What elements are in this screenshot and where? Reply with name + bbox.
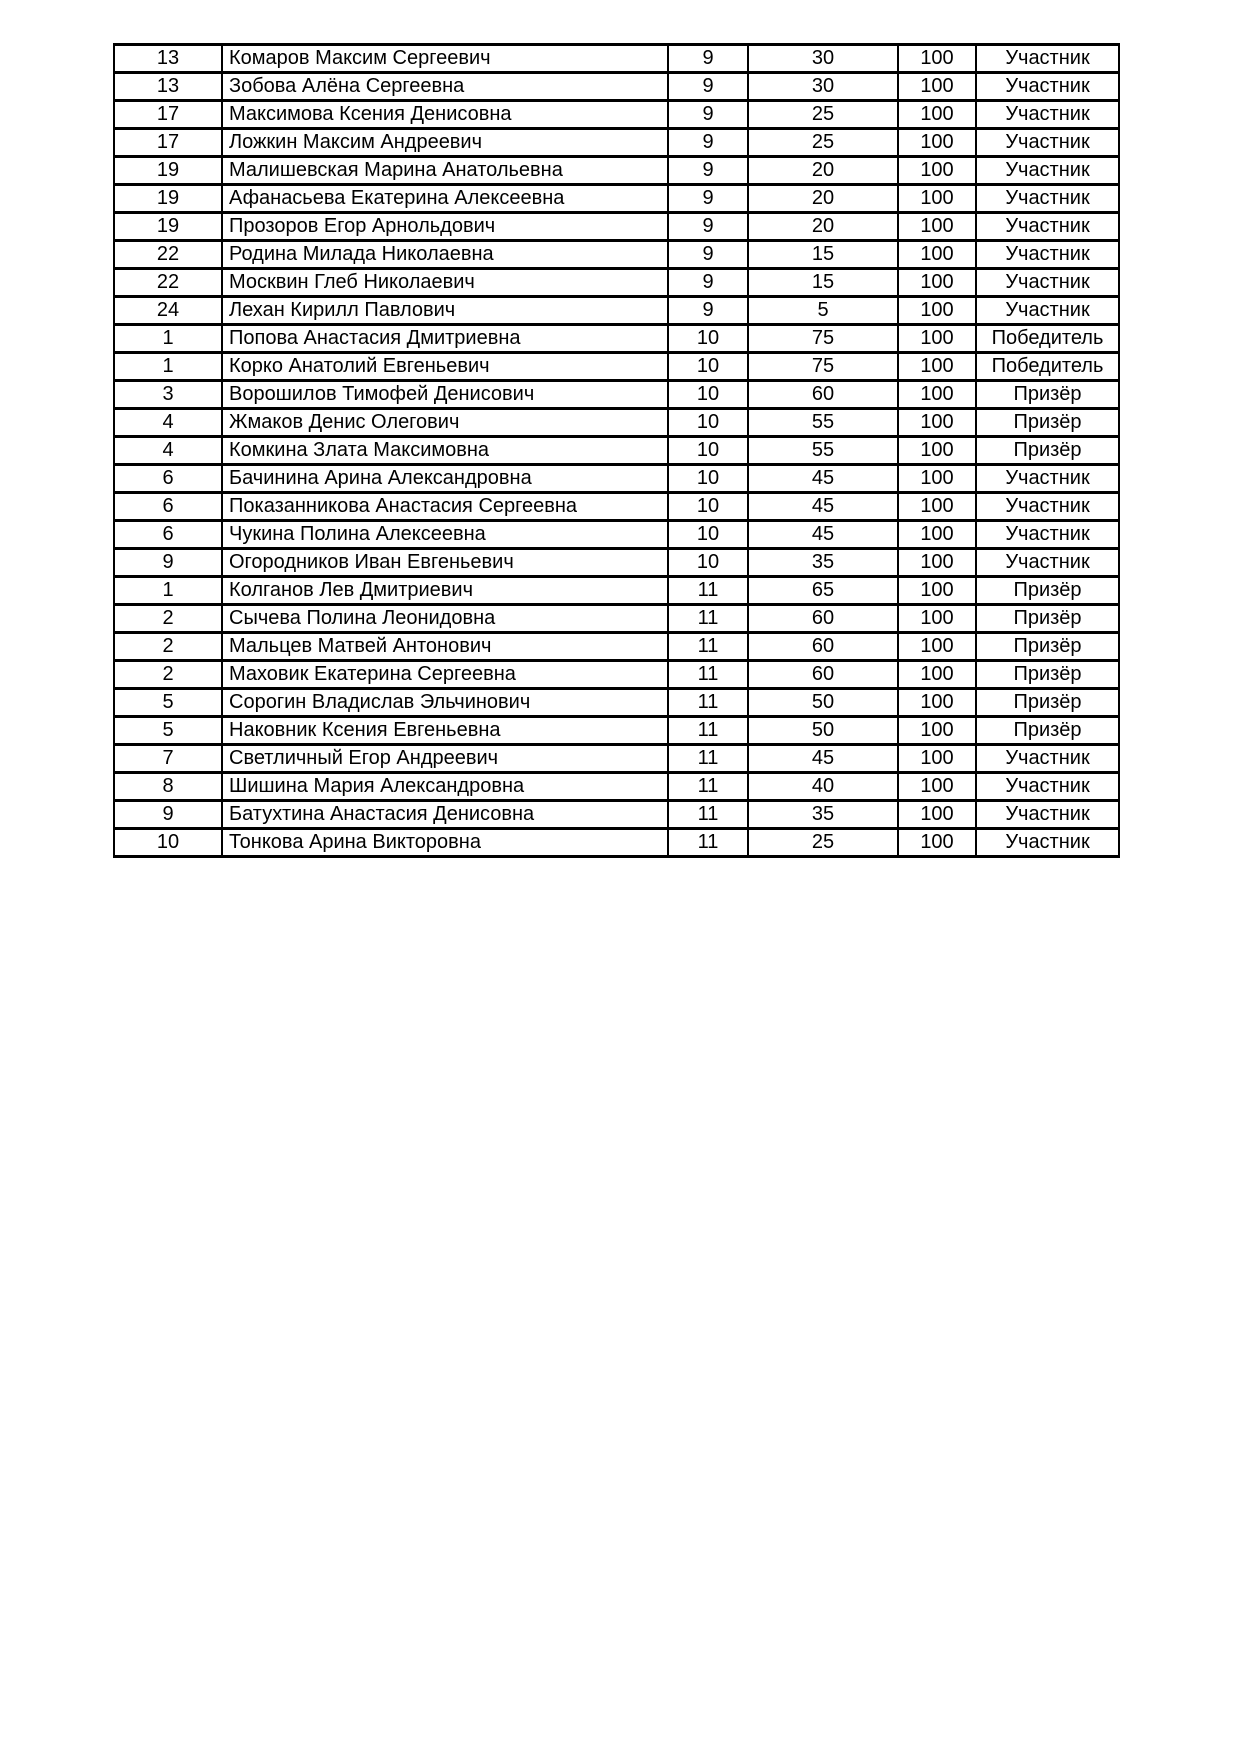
results-table bbox=[113, 43, 1120, 858]
max_score-cell: 100 bbox=[898, 801, 976, 829]
max_score-cell: 100 bbox=[898, 633, 976, 661]
status-cell: Призёр bbox=[976, 689, 1119, 717]
place-cell: 1 bbox=[114, 325, 222, 353]
score-cell: 20 bbox=[748, 157, 898, 185]
table-row bbox=[114, 521, 1119, 549]
name-cell: Прозоров Егор Арнольдович bbox=[222, 213, 668, 241]
max_score-cell: 100 bbox=[898, 437, 976, 465]
score-cell: 25 bbox=[748, 101, 898, 129]
name-cell: Маховик Екатерина Сергеевна bbox=[222, 661, 668, 689]
max_score-cell: 100 bbox=[898, 689, 976, 717]
table-row bbox=[114, 213, 1119, 241]
score-cell: 15 bbox=[748, 241, 898, 269]
grade-cell: 10 bbox=[668, 409, 748, 437]
score-cell: 45 bbox=[748, 465, 898, 493]
max_score-cell: 100 bbox=[898, 717, 976, 745]
table-row bbox=[114, 745, 1119, 773]
place-cell: 9 bbox=[114, 549, 222, 577]
results-table-body bbox=[114, 45, 1119, 857]
score-cell: 20 bbox=[748, 213, 898, 241]
table-row bbox=[114, 689, 1119, 717]
max_score-cell: 100 bbox=[898, 101, 976, 129]
place-cell: 7 bbox=[114, 745, 222, 773]
max_score-cell: 100 bbox=[898, 297, 976, 325]
status-cell: Участник bbox=[976, 157, 1119, 185]
place-cell: 13 bbox=[114, 73, 222, 101]
status-cell: Участник bbox=[976, 129, 1119, 157]
name-cell: Зобова Алёна Сергеевна bbox=[222, 73, 668, 101]
grade-cell: 9 bbox=[668, 269, 748, 297]
grade-cell: 11 bbox=[668, 717, 748, 745]
score-cell: 25 bbox=[748, 829, 898, 857]
score-cell: 30 bbox=[748, 45, 898, 73]
table-row bbox=[114, 101, 1119, 129]
status-cell: Победитель bbox=[976, 353, 1119, 381]
status-cell: Участник bbox=[976, 269, 1119, 297]
status-cell: Участник bbox=[976, 773, 1119, 801]
grade-cell: 9 bbox=[668, 45, 748, 73]
score-cell: 60 bbox=[748, 381, 898, 409]
status-cell: Призёр bbox=[976, 633, 1119, 661]
score-cell: 45 bbox=[748, 493, 898, 521]
score-cell: 40 bbox=[748, 773, 898, 801]
status-cell: Участник bbox=[976, 745, 1119, 773]
score-cell: 65 bbox=[748, 577, 898, 605]
place-cell: 6 bbox=[114, 465, 222, 493]
max_score-cell: 100 bbox=[898, 157, 976, 185]
name-cell: Показанникова Анастасия Сергеевна bbox=[222, 493, 668, 521]
place-cell: 5 bbox=[114, 689, 222, 717]
grade-cell: 9 bbox=[668, 241, 748, 269]
grade-cell: 9 bbox=[668, 185, 748, 213]
table-row bbox=[114, 129, 1119, 157]
max_score-cell: 100 bbox=[898, 213, 976, 241]
grade-cell: 9 bbox=[668, 101, 748, 129]
table-row bbox=[114, 157, 1119, 185]
place-cell: 24 bbox=[114, 297, 222, 325]
table-row bbox=[114, 829, 1119, 857]
place-cell: 22 bbox=[114, 269, 222, 297]
score-cell: 45 bbox=[748, 521, 898, 549]
name-cell: Наковник Ксения Евгеньевна bbox=[222, 717, 668, 745]
name-cell: Комаров Максим Сергеевич bbox=[222, 45, 668, 73]
name-cell: Чукина Полина Алексеевна bbox=[222, 521, 668, 549]
max_score-cell: 100 bbox=[898, 185, 976, 213]
table-row bbox=[114, 493, 1119, 521]
status-cell: Призёр bbox=[976, 661, 1119, 689]
grade-cell: 11 bbox=[668, 633, 748, 661]
max_score-cell: 100 bbox=[898, 829, 976, 857]
status-cell: Участник bbox=[976, 213, 1119, 241]
score-cell: 55 bbox=[748, 437, 898, 465]
grade-cell: 11 bbox=[668, 829, 748, 857]
name-cell: Ворошилов Тимофей Денисович bbox=[222, 381, 668, 409]
score-cell: 35 bbox=[748, 549, 898, 577]
name-cell: Попова Анастасия Дмитриевна bbox=[222, 325, 668, 353]
table-row bbox=[114, 465, 1119, 493]
max_score-cell: 100 bbox=[898, 241, 976, 269]
table-row bbox=[114, 325, 1119, 353]
table-row bbox=[114, 185, 1119, 213]
grade-cell: 11 bbox=[668, 577, 748, 605]
status-cell: Призёр bbox=[976, 381, 1119, 409]
table-row bbox=[114, 381, 1119, 409]
status-cell: Участник bbox=[976, 101, 1119, 129]
grade-cell: 10 bbox=[668, 437, 748, 465]
max_score-cell: 100 bbox=[898, 129, 976, 157]
place-cell: 6 bbox=[114, 493, 222, 521]
status-cell: Призёр bbox=[976, 437, 1119, 465]
grade-cell: 10 bbox=[668, 521, 748, 549]
place-cell: 8 bbox=[114, 773, 222, 801]
score-cell: 35 bbox=[748, 801, 898, 829]
score-cell: 60 bbox=[748, 633, 898, 661]
name-cell: Родина Милада Николаевна bbox=[222, 241, 668, 269]
place-cell: 17 bbox=[114, 129, 222, 157]
max_score-cell: 100 bbox=[898, 465, 976, 493]
grade-cell: 10 bbox=[668, 381, 748, 409]
score-cell: 20 bbox=[748, 185, 898, 213]
status-cell: Участник bbox=[976, 829, 1119, 857]
grade-cell: 10 bbox=[668, 493, 748, 521]
grade-cell: 10 bbox=[668, 465, 748, 493]
grade-cell: 10 bbox=[668, 353, 748, 381]
status-cell: Призёр bbox=[976, 577, 1119, 605]
table-row bbox=[114, 241, 1119, 269]
name-cell: Сорогин Владислав Эльчинович bbox=[222, 689, 668, 717]
name-cell: Ложкин Максим Андреевич bbox=[222, 129, 668, 157]
name-cell: Малишевская Марина Анатольевна bbox=[222, 157, 668, 185]
place-cell: 1 bbox=[114, 577, 222, 605]
name-cell: Тонкова Арина Викторовна bbox=[222, 829, 668, 857]
table-row bbox=[114, 269, 1119, 297]
table-row bbox=[114, 773, 1119, 801]
place-cell: 19 bbox=[114, 157, 222, 185]
max_score-cell: 100 bbox=[898, 353, 976, 381]
max_score-cell: 100 bbox=[898, 73, 976, 101]
status-cell: Участник bbox=[976, 297, 1119, 325]
grade-cell: 11 bbox=[668, 773, 748, 801]
status-cell: Призёр bbox=[976, 409, 1119, 437]
score-cell: 45 bbox=[748, 745, 898, 773]
place-cell: 22 bbox=[114, 241, 222, 269]
table-row bbox=[114, 297, 1119, 325]
max_score-cell: 100 bbox=[898, 661, 976, 689]
max_score-cell: 100 bbox=[898, 549, 976, 577]
score-cell: 55 bbox=[748, 409, 898, 437]
name-cell: Шишина Мария Александровна bbox=[222, 773, 668, 801]
max_score-cell: 100 bbox=[898, 269, 976, 297]
place-cell: 6 bbox=[114, 521, 222, 549]
place-cell: 1 bbox=[114, 353, 222, 381]
score-cell: 50 bbox=[748, 689, 898, 717]
score-cell: 60 bbox=[748, 661, 898, 689]
name-cell: Комкина Злата Максимовна bbox=[222, 437, 668, 465]
name-cell: Мальцев Матвей Антонович bbox=[222, 633, 668, 661]
max_score-cell: 100 bbox=[898, 493, 976, 521]
place-cell: 4 bbox=[114, 437, 222, 465]
table-row bbox=[114, 45, 1119, 73]
grade-cell: 10 bbox=[668, 325, 748, 353]
status-cell: Призёр bbox=[976, 717, 1119, 745]
max_score-cell: 100 bbox=[898, 745, 976, 773]
name-cell: Лехан Кирилл Павлович bbox=[222, 297, 668, 325]
place-cell: 3 bbox=[114, 381, 222, 409]
score-cell: 25 bbox=[748, 129, 898, 157]
status-cell: Участник bbox=[976, 45, 1119, 73]
score-cell: 50 bbox=[748, 717, 898, 745]
status-cell: Призёр bbox=[976, 605, 1119, 633]
grade-cell: 11 bbox=[668, 689, 748, 717]
status-cell: Победитель bbox=[976, 325, 1119, 353]
name-cell: Бачинина Арина Александровна bbox=[222, 465, 668, 493]
place-cell: 17 bbox=[114, 101, 222, 129]
score-cell: 5 bbox=[748, 297, 898, 325]
grade-cell: 11 bbox=[668, 801, 748, 829]
table-row bbox=[114, 73, 1119, 101]
grade-cell: 9 bbox=[668, 297, 748, 325]
max_score-cell: 100 bbox=[898, 521, 976, 549]
score-cell: 30 bbox=[748, 73, 898, 101]
name-cell: Батухтина Анастасия Денисовна bbox=[222, 801, 668, 829]
place-cell: 19 bbox=[114, 213, 222, 241]
score-cell: 75 bbox=[748, 325, 898, 353]
grade-cell: 9 bbox=[668, 157, 748, 185]
max_score-cell: 100 bbox=[898, 45, 976, 73]
place-cell: 19 bbox=[114, 185, 222, 213]
status-cell: Участник bbox=[976, 73, 1119, 101]
max_score-cell: 100 bbox=[898, 409, 976, 437]
name-cell: Корко Анатолий Евгеньевич bbox=[222, 353, 668, 381]
place-cell: 10 bbox=[114, 829, 222, 857]
table-row bbox=[114, 437, 1119, 465]
name-cell: Москвин Глеб Николаевич bbox=[222, 269, 668, 297]
name-cell: Афанасьева Екатерина Алексеевна bbox=[222, 185, 668, 213]
status-cell: Участник bbox=[976, 241, 1119, 269]
grade-cell: 9 bbox=[668, 213, 748, 241]
table-row bbox=[114, 633, 1119, 661]
score-cell: 60 bbox=[748, 605, 898, 633]
place-cell: 9 bbox=[114, 801, 222, 829]
grade-cell: 11 bbox=[668, 661, 748, 689]
name-cell: Колганов Лев Дмитриевич bbox=[222, 577, 668, 605]
grade-cell: 11 bbox=[668, 605, 748, 633]
place-cell: 5 bbox=[114, 717, 222, 745]
status-cell: Участник bbox=[976, 549, 1119, 577]
status-cell: Участник bbox=[976, 801, 1119, 829]
grade-cell: 9 bbox=[668, 129, 748, 157]
score-cell: 75 bbox=[748, 353, 898, 381]
status-cell: Участник bbox=[976, 185, 1119, 213]
table-row bbox=[114, 549, 1119, 577]
table-row bbox=[114, 353, 1119, 381]
table-row bbox=[114, 661, 1119, 689]
name-cell: Огородников Иван Евгеньевич bbox=[222, 549, 668, 577]
place-cell: 13 bbox=[114, 45, 222, 73]
grade-cell: 11 bbox=[668, 745, 748, 773]
status-cell: Участник bbox=[976, 493, 1119, 521]
table-row bbox=[114, 605, 1119, 633]
max_score-cell: 100 bbox=[898, 773, 976, 801]
place-cell: 2 bbox=[114, 605, 222, 633]
max_score-cell: 100 bbox=[898, 381, 976, 409]
name-cell: Жмаков Денис Олегович bbox=[222, 409, 668, 437]
max_score-cell: 100 bbox=[898, 605, 976, 633]
status-cell: Участник bbox=[976, 465, 1119, 493]
max_score-cell: 100 bbox=[898, 325, 976, 353]
status-cell: Участник bbox=[976, 521, 1119, 549]
table-row bbox=[114, 717, 1119, 745]
table-row bbox=[114, 409, 1119, 437]
grade-cell: 10 bbox=[668, 549, 748, 577]
place-cell: 2 bbox=[114, 661, 222, 689]
grade-cell: 9 bbox=[668, 73, 748, 101]
max_score-cell: 100 bbox=[898, 577, 976, 605]
place-cell: 2 bbox=[114, 633, 222, 661]
place-cell: 4 bbox=[114, 409, 222, 437]
table-row bbox=[114, 801, 1119, 829]
name-cell: Максимова Ксения Денисовна bbox=[222, 101, 668, 129]
name-cell: Светличный Егор Андреевич bbox=[222, 745, 668, 773]
name-cell: Сычева Полина Леонидовна bbox=[222, 605, 668, 633]
score-cell: 15 bbox=[748, 269, 898, 297]
table-row bbox=[114, 577, 1119, 605]
